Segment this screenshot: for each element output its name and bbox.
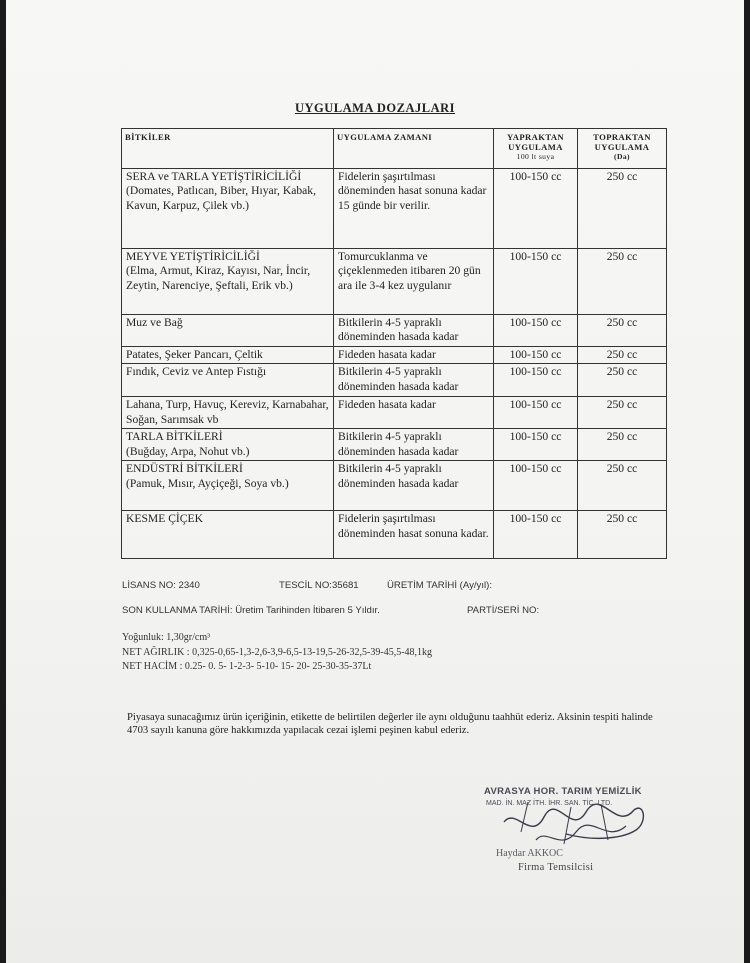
soil-dose-cell: 250 cc xyxy=(578,315,667,347)
declaration-paragraph: Piyasaya sunacağımız ürün içeriğinin, etikette de belirtilen değerler ile aynı olduğunu taahhüt ederiz. Aksinin tespiti halinde 4703 sayılı kanuna göre hakkımızda yapılacak cezai işlemi peşinen kabul ederiz. xyxy=(127,712,653,737)
soil-dose-cell: 250 cc xyxy=(578,429,667,461)
soil-dose-cell: 250 cc xyxy=(578,511,667,559)
time-cell: Fidelerin şaşırtılması döneminden hasat sonuna kadar 15 günde bir verilir. xyxy=(334,169,494,249)
soil-dose-cell: 250 cc xyxy=(578,347,667,364)
time-cell: Bitkilerin 4-5 yapraklı döneminden hasada kadar xyxy=(334,461,494,511)
registration-number: TESCİL NO:35681 xyxy=(279,580,359,591)
table-row xyxy=(122,511,667,559)
leaf-dose-cell: 100-150 cc xyxy=(494,364,578,397)
plant-cell: Fındık, Ceviz ve Antep Fıstığı xyxy=(122,364,334,397)
table-row xyxy=(122,461,667,511)
expiry-date: SON KULLANMA TARİHİ: Üretim Tarihinden İtibaren 5 Yıldır. xyxy=(122,605,380,616)
soil-dose-cell: 250 cc xyxy=(578,461,667,511)
leaf-dose-cell: 100-150 cc xyxy=(494,397,578,429)
page-title: UYGULAMA DOZAJLARI xyxy=(294,101,456,115)
soil-dose-cell: 250 cc xyxy=(578,364,667,397)
time-cell: Fidelerin şaşırtılması döneminden hasat sonuna kadar. xyxy=(334,511,494,559)
batch-number: PARTİ/SERİ NO: xyxy=(467,605,540,616)
table-row xyxy=(122,397,667,429)
table-row xyxy=(122,364,667,397)
soil-dose-cell: 250 cc xyxy=(578,397,667,429)
license-number: LİSANS NO: 2340 xyxy=(122,580,200,591)
time-cell: Tomurcuklanma ve çiçeklenmeden itibaren 20 gün ara ile 3-4 kez uygulanır xyxy=(334,249,494,315)
table-row xyxy=(122,347,667,364)
plant-cell: SERA ve TARLA YETİŞTİRİCİLİĞİ (Domates, Patlıcan, Biber, Hıyar, Kabak, Kavun, Karpuz, Çilek vb.) xyxy=(122,169,334,249)
density: Yoğunluk: 1,30gr/cm³ xyxy=(122,632,211,643)
table-row xyxy=(122,315,667,347)
plant-cell: Muz ve Bağ xyxy=(122,315,334,347)
leaf-dose-cell: 100-150 cc xyxy=(494,249,578,315)
table-header-row xyxy=(122,129,667,169)
soil-dose-cell: 250 cc xyxy=(578,249,667,315)
time-cell: Fideden hasata kadar xyxy=(334,347,494,364)
header-leaf: YAPRAKTAN UYGULAMA 100 lt suya xyxy=(494,129,578,169)
representative-title: Firma Temsilcisi xyxy=(518,862,594,873)
plant-cell: KESME ÇİÇEK xyxy=(122,511,334,559)
plant-cell: Patates, Şeker Pancarı, Çeltik xyxy=(122,347,334,364)
table-row xyxy=(122,169,667,249)
table-row xyxy=(122,249,667,315)
plant-cell: ENDÜSTRİ BİTKİLERİ (Pamuk, Mısır, Ayçiçeği, Soya vb.) xyxy=(122,461,334,511)
stamp-company-line1: AVRASYA HOR. TARIM YEMİZLİK xyxy=(484,786,642,797)
dosage-table xyxy=(121,128,667,559)
net-volume: NET HACİM : 0.25- 0. 5- 1-2-3- 5-10- 15- 20- 25-30-35-37Lt xyxy=(122,661,372,672)
stamp-company-line2: MAD. İN. MAZ İTH. İHR. SAN. TİC. LTD. xyxy=(486,800,613,807)
leaf-dose-cell: 100-150 cc xyxy=(494,315,578,347)
leaf-dose-cell: 100-150 cc xyxy=(494,347,578,364)
production-date: ÜRETİM TARİHİ (Ay/yıl): xyxy=(387,580,493,591)
time-cell: Bitkilerin 4-5 yapraklı döneminden hasada kadar xyxy=(334,315,494,347)
document-page xyxy=(6,0,744,963)
time-cell: Bitkilerin 4-5 yapraklı döneminden hasada kadar xyxy=(334,364,494,397)
net-weight: NET AĞIRLIK : 0,325-0,65-1,3-2,6-3,9-6,5-13-19,5-26-32,5-39-45,5-48,1kg xyxy=(122,647,433,658)
header-plants: BİTKİLER xyxy=(122,129,334,169)
leaf-dose-cell: 100-150 cc xyxy=(494,461,578,511)
stamp-person-name: Haydar AKKOC xyxy=(496,848,563,859)
leaf-dose-cell: 100-150 cc xyxy=(494,169,578,249)
time-cell: Bitkilerin 4-5 yapraklı döneminden hasada kadar xyxy=(334,429,494,461)
plant-cell: MEYVE YETİŞTİRİCİLİĞİ (Elma, Armut, Kiraz, Kayısı, Nar, İncir, Zeytin, Narenciye, Şeftali, Erik vb.) xyxy=(122,249,334,315)
header-time: UYGULAMA ZAMANI xyxy=(334,129,494,169)
header-soil: TOPRAKTAN UYGULAMA (Da) xyxy=(578,129,667,169)
table-row xyxy=(122,429,667,461)
soil-dose-cell: 250 cc xyxy=(578,169,667,249)
time-cell: Fideden hasata kadar xyxy=(334,397,494,429)
plant-cell: TARLA BİTKİLERİ (Buğday, Arpa, Nohut vb.) xyxy=(122,429,334,461)
plant-cell: Lahana, Turp, Havuç, Kereviz, Karnabahar, Soğan, Sarımsak vb xyxy=(122,397,334,429)
leaf-dose-cell: 100-150 cc xyxy=(494,429,578,461)
leaf-dose-cell: 100-150 cc xyxy=(494,511,578,559)
